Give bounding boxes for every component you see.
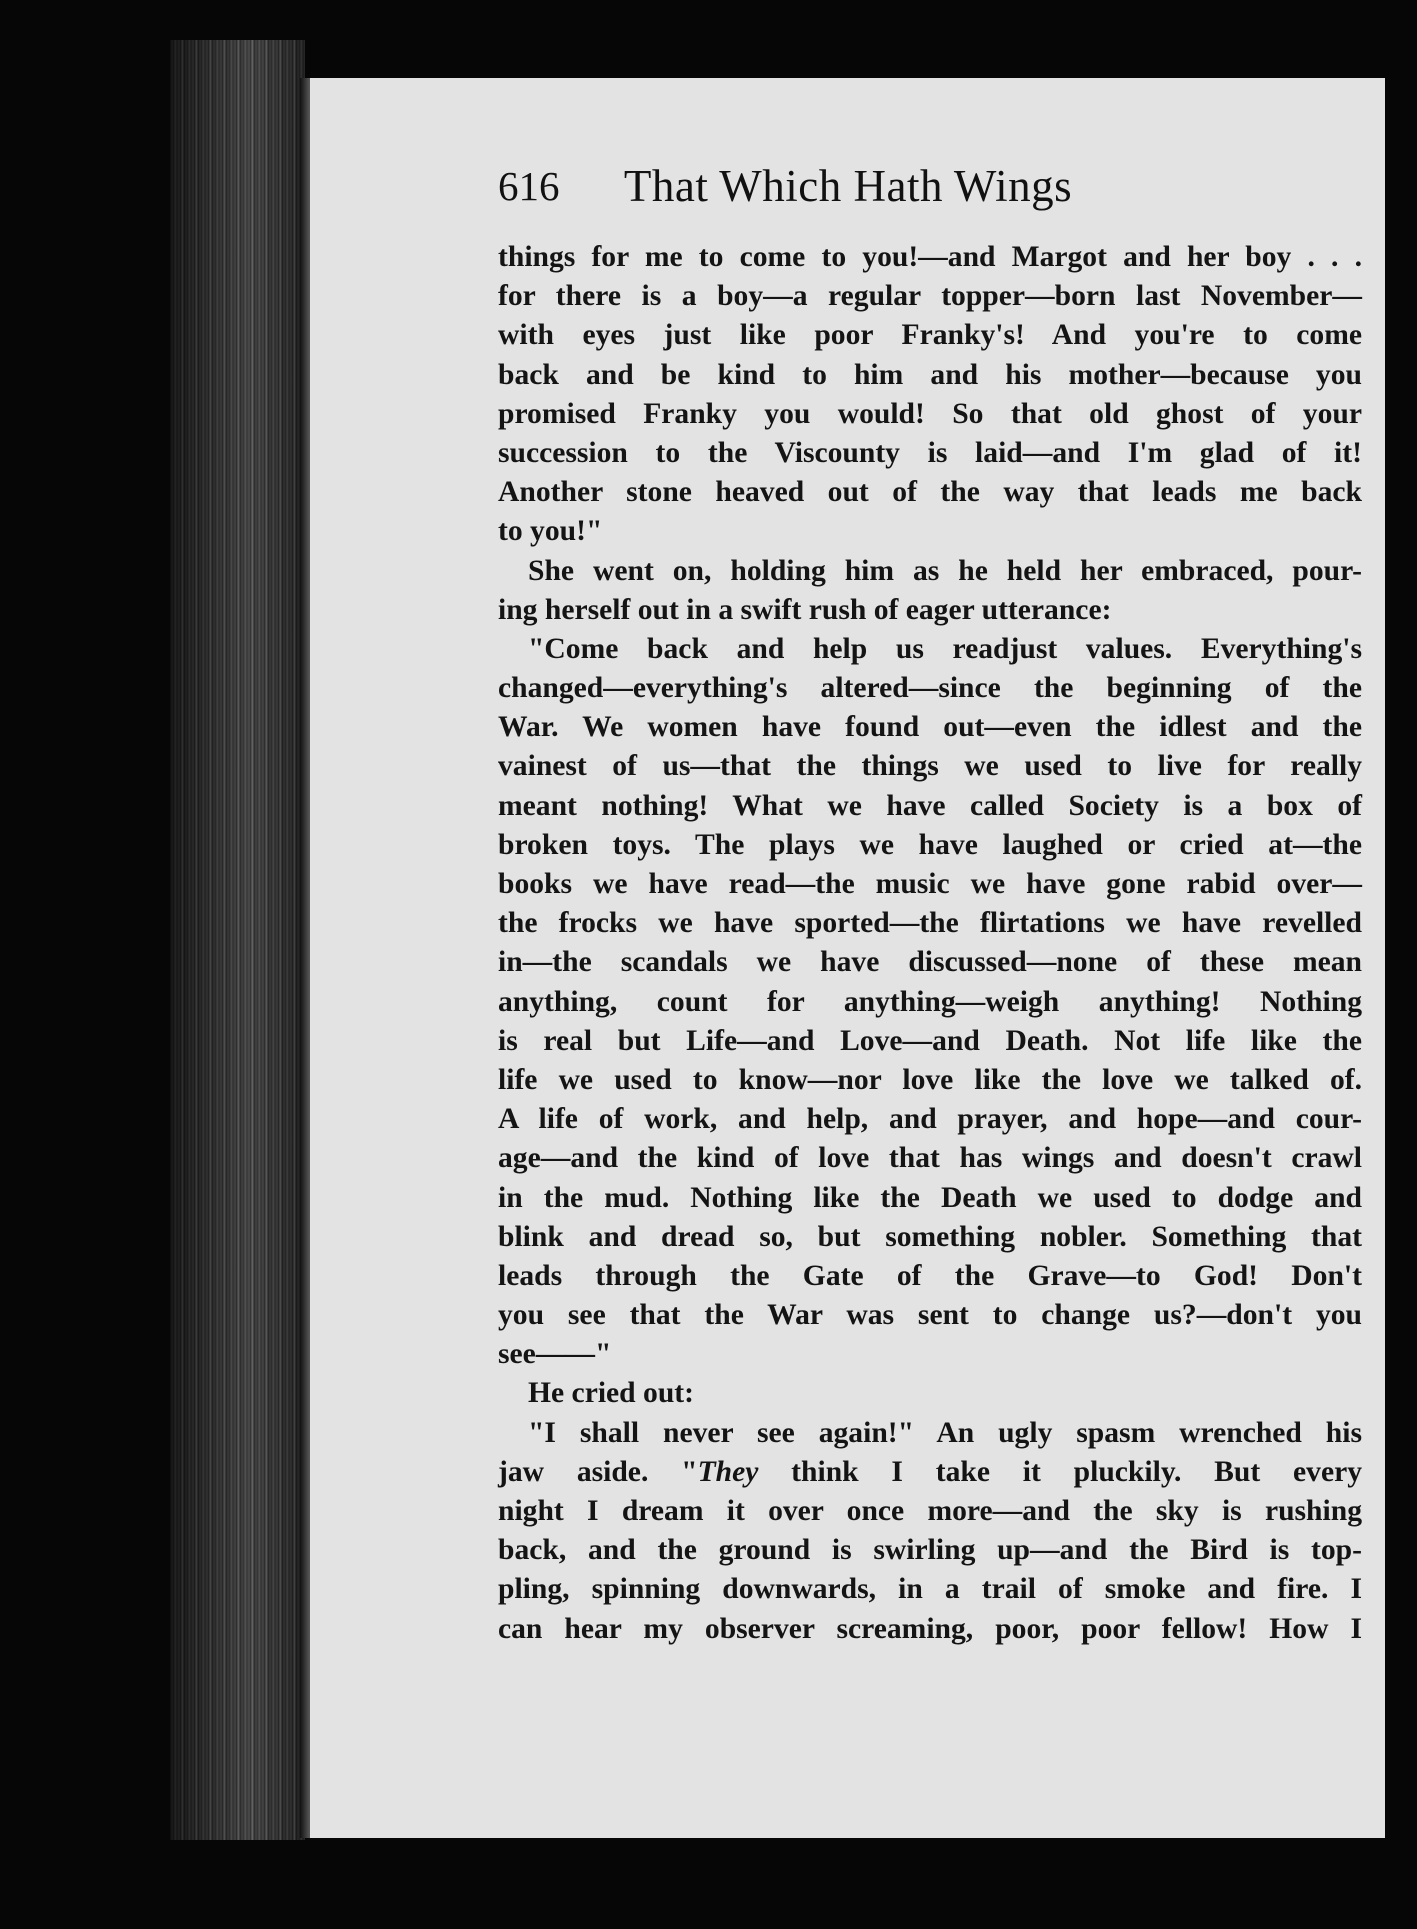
text-line: ing herself out in a swift rush of eager utterance:	[498, 593, 1112, 626]
text-line: life we used to know—nor love like the love we talked of.	[498, 1063, 1362, 1096]
text-segment: jaw aside. "	[498, 1455, 698, 1488]
text-line: can hear my observer screaming, poor, poor fellow! How I	[498, 1612, 1362, 1645]
text-line: pling, spinning downwards, in a trail of smoke and fire. I	[498, 1573, 1362, 1606]
text-line: in—the scandals we have discussed—none of these mean	[498, 946, 1362, 979]
text-line: leads through the Gate of the Grave—to God! Don't	[498, 1259, 1362, 1292]
text-line: back, and the ground is swirling up—and the Bird is top-	[498, 1534, 1362, 1567]
text-line: things for me to come to you!—and Margot and her boy . . .	[498, 241, 1362, 273]
text-line: the frocks we have sported—the flirtations we have revelled	[498, 907, 1362, 940]
text-line: "I shall never see again!" An ugly spasm wrenched his	[528, 1416, 1362, 1449]
text-line: back and be kind to him and his mother—because you	[498, 358, 1362, 391]
running-head	[498, 156, 1198, 216]
text-line: see——"	[498, 1338, 612, 1371]
text-line: for there is a boy—a regular topper—born last November—	[498, 280, 1362, 313]
page-number: 616	[498, 163, 560, 209]
text-line: you see that the War was sent to change us?—don't you	[498, 1299, 1362, 1332]
text-line: He cried out:	[528, 1377, 695, 1410]
text-line: age—and the kind of love that has wings and doesn't crawl	[498, 1142, 1362, 1175]
text-line: She went on, holding him as he held her embraced, pour-	[528, 554, 1362, 587]
text-line: blink and dread so, but something nobler. Something that	[498, 1220, 1362, 1253]
italic-word: They	[697, 1455, 759, 1488]
text-line: with eyes just like poor Franky's! And you're to come	[498, 319, 1362, 352]
text-line: War. We women have found out—even the idlest and the	[498, 711, 1362, 744]
text-line: books we have read—the music we have gone rabid over—	[498, 868, 1362, 900]
body-text	[498, 238, 1362, 1649]
text-line: "Come back and help us readjust values. Everything's	[528, 632, 1362, 665]
page	[310, 78, 1385, 1838]
text-line	[498, 1453, 1362, 1492]
text-line: to you!"	[498, 515, 603, 548]
text-line: meant nothing! What we have called Society is a box of	[498, 789, 1362, 822]
text-line: changed—everything's altered—since the beginning of the	[498, 672, 1362, 705]
text-line: in the mud. Nothing like the Death we used to dodge and	[498, 1181, 1362, 1214]
running-title: That Which Hath Wings	[623, 161, 1073, 211]
text-segment: think I take it pluckily. But every	[758, 1455, 1363, 1488]
text-line: succession to the Viscounty is laid—and I'm glad of it!	[498, 436, 1362, 469]
text-line: is real but Life—and Love—and Death. Not life like the	[498, 1024, 1362, 1057]
page-edge	[170, 40, 305, 1840]
text-line: Another stone heaved out of the way that leads me back	[498, 476, 1362, 509]
text-line: promised Franky you would! So that old ghost of your	[498, 397, 1362, 430]
text-line: night I dream it over once more—and the sky is rushing	[498, 1495, 1362, 1527]
text-line: anything, count for anything—weigh anything! Nothing	[498, 985, 1362, 1018]
text-line: broken toys. The plays we have laughed or cried at—the	[498, 828, 1362, 861]
text-line: vainest of us—that the things we used to live for really	[498, 750, 1362, 783]
text-line: A life of work, and help, and prayer, and hope—and cour-	[498, 1103, 1362, 1136]
